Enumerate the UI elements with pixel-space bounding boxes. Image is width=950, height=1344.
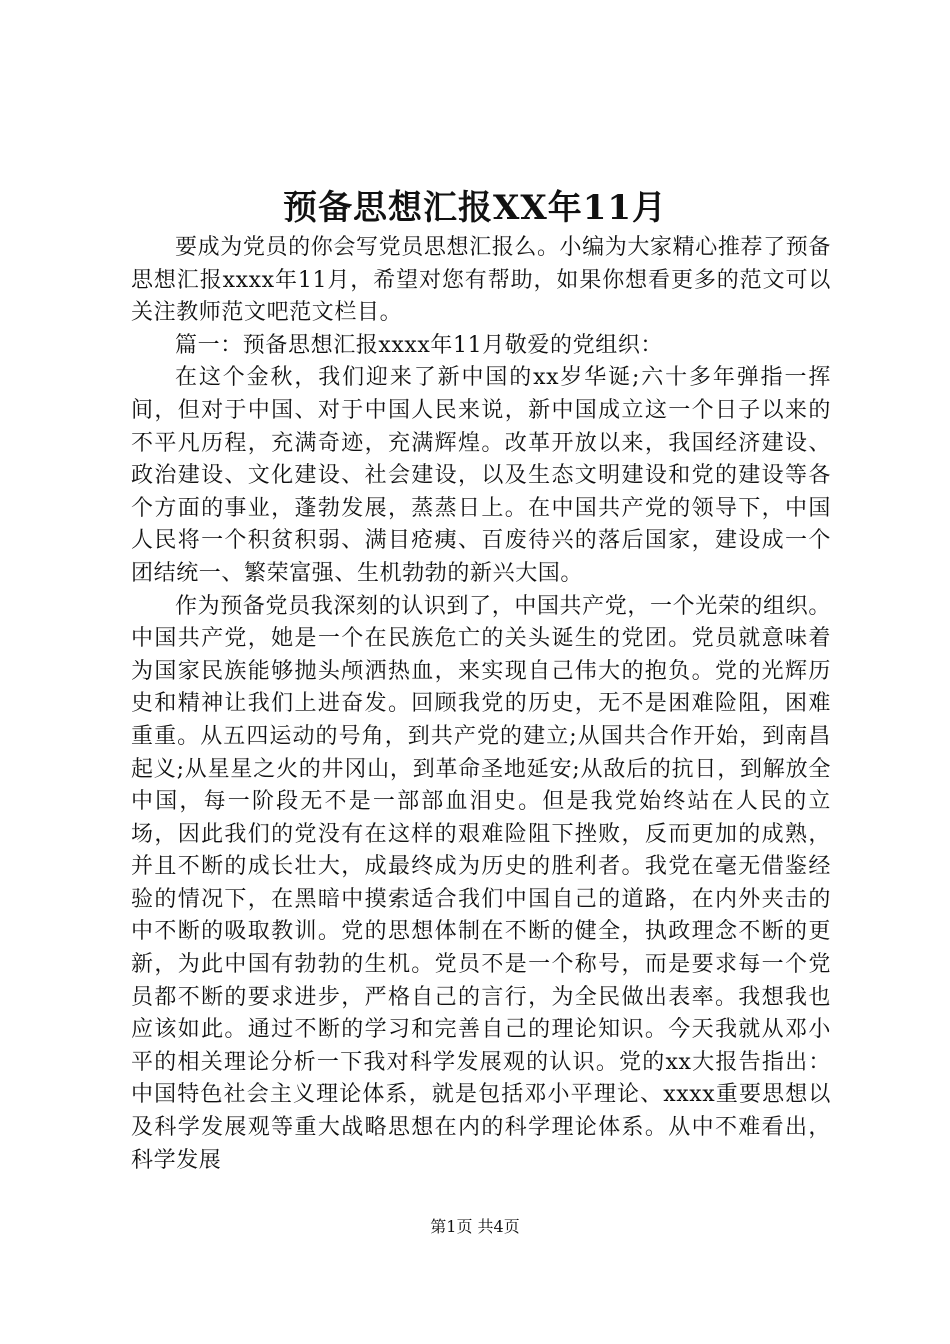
document-body [131, 232, 831, 1177]
document-title: 预备思想汇报XX年11月 [282, 188, 668, 228]
paragraph-section-heading: 篇一：预备思想汇报xxxx年11月敬爱的党组织： [175, 332, 664, 358]
page-number-footer: 第1页 共4页 [430, 1217, 520, 1236]
paragraph-party-history: 作为预备党员我深刻的认识到了，中国共产党，一个光荣的组织。中国共产党，她是一个在民族危亡的关头诞生的党团。党员就意味着为国家民族能够抛头颅洒热血，来实现自己伟大的抱负。党的光辉历史和精神让我们上进奋发。回顾我党的历史，无不是困难险阻，困难重重。从五四运动的号角，到共产党的建立;从国共合作开始，到南昌起义;从星星之火的井冈山，到革命圣地延安;从敌后的抗日，到解放全中国，每一阶段无不是一部部血泪史。但是我党始终站在人民的立场，因此我们的党没有在这样的艰难险阻下挫败，反而更加的成熟，并且不断的成长壮大，成最终成为历史的胜利者。我党在毫无借鉴经验的情况下，在黑暗中摸索适合我们中国自己的道路，在内外夹击的中不断的吸取教训。党的思想体制在不断的健全，执政理念不断的更新，为此中国有勃勃的生机。党员不是一个称号，而是要求每一个党员都不断的要求进步，严格自己的言行，为全民做出表率。我想我也应该如此。通过不断的学习和完善自己的理论知识。今天我就从邓小平的相关理论分析一下我对科学发展观的认识。党的xx大报告指出：中国特色社会主义理论体系，就是包括邓小平理论、xxxx重要思想以及科学发展观等重大战略思想在内的科学理论体系。从中不难看出，科学发展 [131, 593, 831, 1173]
paragraph-intro: 要成为党员的你会写党员思想汇报么。小编为大家精心推荐了预备思想汇报xxxx年11月，希望对您有帮助，如果你想看更多的范文可以关注教师范文吧范文栏目。 [131, 235, 831, 326]
paragraph-autumn: 在这个金秋，我们迎来了新中国的xx岁华诞;六十多年弹指一挥间，但对于中国、对于中国人民来说，新中国成立这一个日子以来的不平凡历程，充满奇迹，充满辉煌。改革开放以来，我国经济建设、政治建设、文化建设、社会建设，以及生态文明建设和党的建设等各个方面的事业，蓬勃发展，蒸蒸日上。在中国共产党的领导下，中国人民将一个积贫积弱、满目疮痍、百废待兴的落后国家，建设成一个团结统一、繁荣富强、生机勃勃的新兴大国。 [131, 365, 831, 586]
